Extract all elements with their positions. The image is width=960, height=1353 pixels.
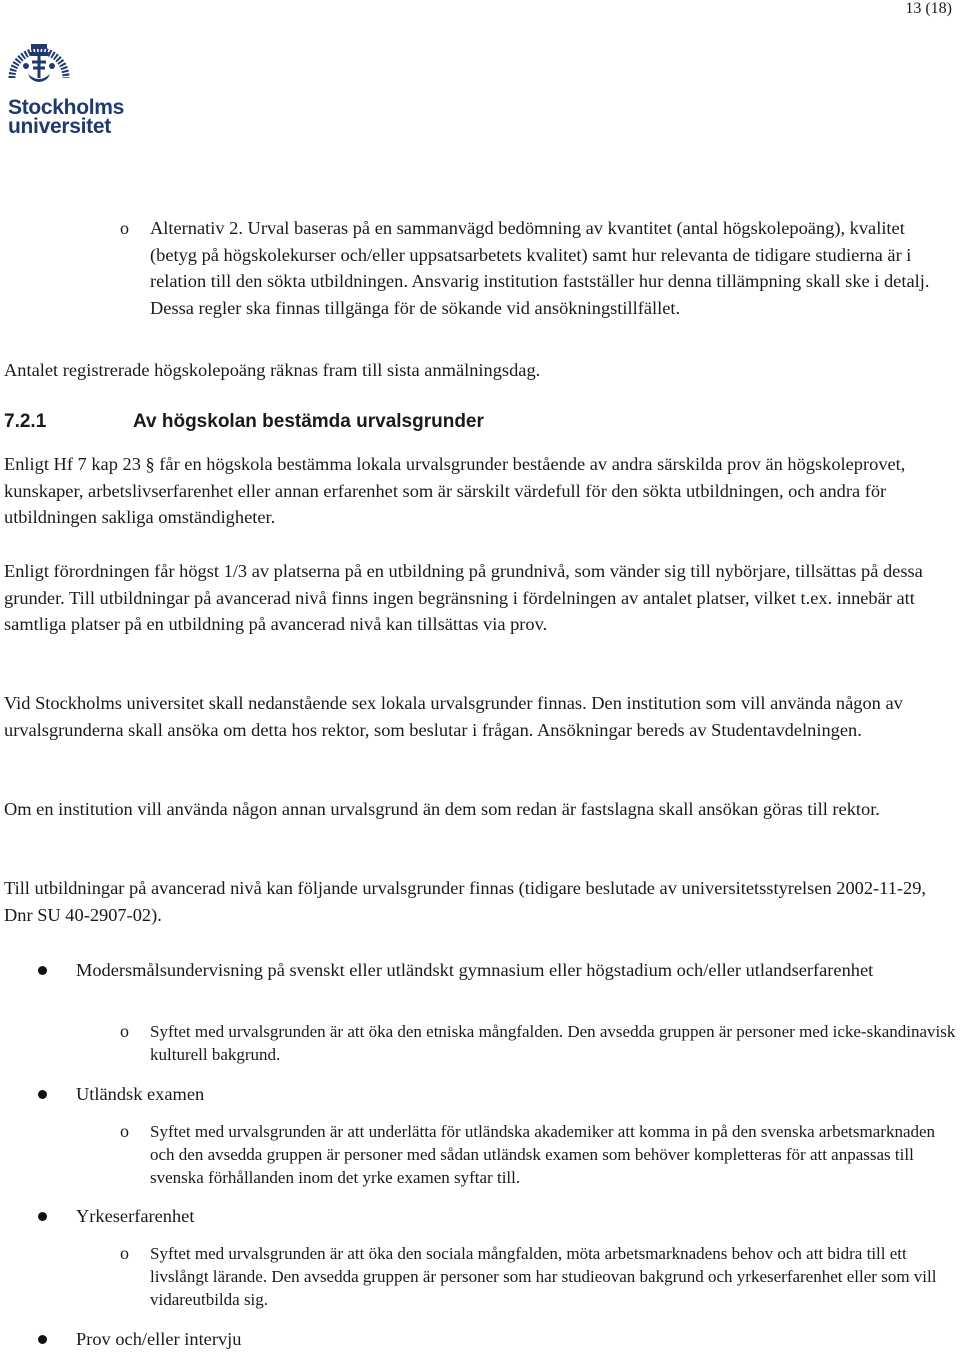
logo-line-1: Stockholms [8, 96, 125, 119]
list-item: Yrkeserfarenhet [76, 1206, 195, 1226]
paragraph-2: Enligt förordningen får högst 1/3 av platserna på en utbildning på grundnivå, som vänder sig till nybörjare, tillsättas på dessa grunder. Till utbildningar på avancerad nivå finns ingen begränsning i fördelningen av antalet platser, vilket t.ex. innebär att samtliga platser på en utbildning på avancerad nivå kan tillsättas via prov. [4, 561, 923, 634]
bullet-icon [38, 966, 47, 975]
paragraph-3: Vid Stockholms universitet skall nedanstående sex lokala urvalsgrunder finnas. Den institution som vill använda någon av urvalsgrunderna skall ansöka om detta hos rektor, som beslutar i frågan. Ansökningar bereds av Studentavdelningen. [4, 693, 903, 740]
logo-wordmark [8, 98, 124, 136]
list-item-description: Syftet med urvalsgrunden är att underlätta för utländska akademiker att komma in på den svenska arbetsmarknaden och den avsedda gruppen är personer med sådan utländsk examen som behöver kompletteras för att anpassas till svenska förhållanden inom det yrke examen syftar till. [150, 1122, 936, 1187]
paragraph-4: Om en institution vill använda någon annan urvalsgrund än dem som redan är fastslagna skall ansökan göras till rektor. [4, 799, 880, 819]
paragraph-antal: Antalet registrerade högskolepoäng räknas fram till sista anmälningsdag. [4, 360, 541, 380]
bullet-icon [38, 1212, 47, 1221]
university-logo [4, 38, 128, 138]
section-title: Av högskolan bestämda urvalsgrunder [133, 411, 484, 432]
list-item: Modersmålsundervisning på svenskt eller utländskt gymnasium eller högstadium och/eller utlandserfarenhet [76, 960, 874, 980]
university-seal-icon [4, 38, 74, 100]
list-item-description: Syftet med urvalsgrunden är att öka den sociala mångfalden, möta arbetsmarknadens behov och att bidra till ett livslångt lärande. Den avsedda gruppen är personer som har studieovan bakgrund och yrkeserfarenhet eller som vill vidareutbilda sig. [150, 1244, 937, 1309]
alternative-2-text: Alternativ 2. Urval baseras på en sammanvägd bedömning av kvantitet (antal högskolepoäng), kvalitet (betyg på högskolekurser och/eller uppsatsarbetets kvalitet) samt hur relevanta de tidigare studierna är i relation till den sökta utbildningen. Ansvarig institution fastställer hur denna tillämpning skall ske i detalj. Dessa regler ska finnas tillgänga för de sökande vid ansökningstillfället. [150, 218, 930, 318]
sub-list-marker: o [120, 1021, 129, 1041]
bullet-icon [38, 1090, 47, 1099]
list-item-description: Syftet med urvalsgrunden är att öka den etniska mångfalden. Den avsedda gruppen är personer med icke-skandinavisk kulturell bakgrund. [150, 1022, 956, 1064]
paragraph-1: Enligt Hf 7 kap 23 § får en högskola bestämma lokala urvalsgrunder bestående av andra särskilda prov än högskoleprovet, kunskaper, arbetslivserfarenhet eller annan erfarenhet som är särskilt värdefull för den sökta utbildningen, och andra för utbildningen sakliga omständigheter. [4, 454, 906, 527]
sub-list-marker: o [120, 1243, 129, 1263]
bullet-icon [38, 1335, 47, 1344]
section-heading [4, 408, 484, 436]
page-number: 13 (18) [905, 0, 952, 17]
sub-list-marker: o [120, 1121, 129, 1141]
sub-list-marker: o [120, 218, 129, 238]
logo-line-2: universitet [8, 115, 111, 138]
paragraph-5: Till utbildningar på avancerad nivå kan följande urvalsgrunder finnas (tidigare beslutade av universitetsstyrelsen 2002-11-29, Dnr SU 40-2907-02). [4, 878, 927, 925]
list-item: Prov och/eller intervju [76, 1329, 242, 1349]
list-item: Utländsk examen [76, 1084, 205, 1104]
section-number: 7.2.1 [4, 411, 47, 432]
